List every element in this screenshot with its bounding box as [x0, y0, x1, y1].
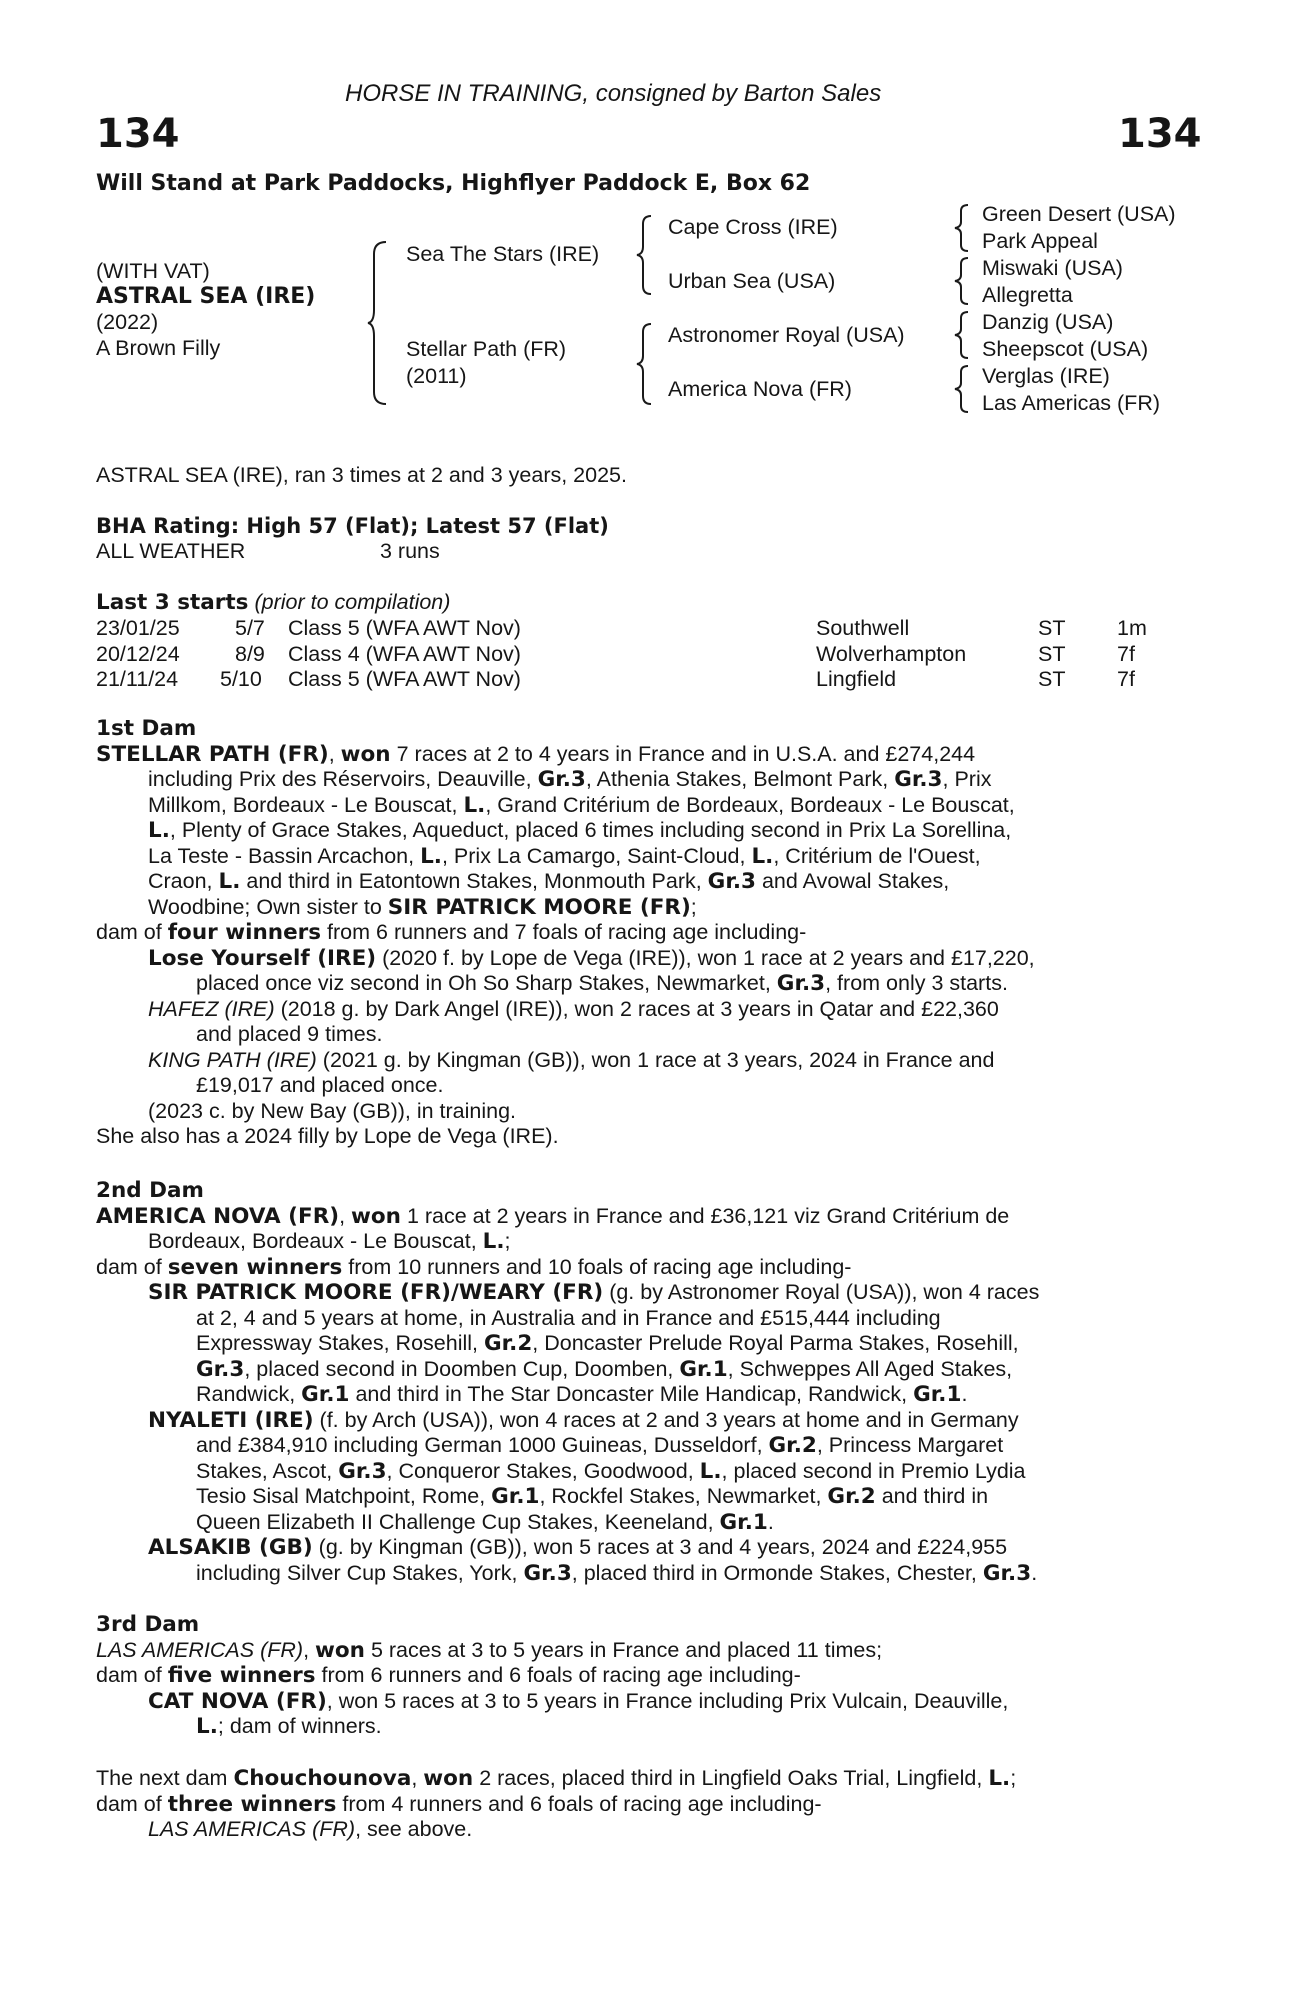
table-row — [96, 642, 1206, 668]
progeny-alsakib: ALSAKIB (GB) (g. by Kingman (GB)), won 5 races at 3 and 4 years, 2024 and £224,955 — [148, 1535, 1008, 1560]
progeny-sir-patrick-moore-cont: Expressway Stakes, Rosehill, Gr.2, Doncaster Prelude Royal Parma Stakes, Rosehill, — [196, 1331, 1019, 1356]
progeny-lose-yourself: Lose Yourself (IRE) (2020 f. by Lope de Vega (IRE)), won 1 race at 2 years and £17,220, — [148, 945, 1035, 971]
vat-note: (WITH VAT) — [96, 259, 210, 283]
start-position: 5/10 — [220, 667, 262, 691]
pedigree-dam-dam: America Nova (FR) — [668, 377, 852, 401]
start-race: Class 5 (WFA AWT Nov) — [288, 616, 521, 640]
stabling-location: Will Stand at Park Paddocks, Highflyer Paddock E, Box 62 — [96, 171, 811, 196]
progeny-nyaleti-cont: and £384,910 including German 1000 Guineas, Dusseldorf, Gr.2, Princess Margaret — [196, 1433, 1004, 1458]
first-dam-produce-summary: dam of four winners from 6 runners and 7 foals of racing age including- — [96, 920, 807, 945]
start-distance: 7f — [1117, 667, 1135, 691]
second-dam-section — [96, 1178, 1204, 1586]
pedigree-sire-dam: Urban Sea (USA) — [668, 269, 836, 293]
pedigree-brace-dam — [635, 322, 655, 406]
next-dam-line: The next dam Chouchounova, won 2 races, placed third in Lingfield Oaks Trial, Lingfield, L.; — [96, 1766, 1017, 1791]
progeny-hafez: HAFEZ (IRE) (2018 g. by Dark Angel (IRE)), won 2 races at 3 years in Qatar and £22,360 — [148, 996, 999, 1021]
progeny-2023-colt: (2023 c. by New Bay (GB)), in training. — [148, 1098, 517, 1123]
last-starts-table — [96, 616, 1206, 693]
pedigree-g5: Danzig (USA) — [982, 310, 1114, 334]
start-position: 5/7 — [235, 616, 265, 640]
last-starts-heading — [96, 590, 450, 615]
second-dam-heading: 2nd Dam — [96, 1178, 204, 1203]
progeny-alsakib-cont: including Silver Cup Stakes, York, Gr.3, placed third in Ormonde Stakes, Chester, Gr.3. — [196, 1560, 1038, 1586]
first-dam-line: Woodbine; Own sister to SIR PATRICK MOORE (FR); — [148, 894, 697, 920]
first-dam-line: L., Plenty of Grace Stakes, Aqueduct, placed 6 times including second in Prix La Sorellina, — [148, 818, 1012, 843]
third-dam-heading: 3rd Dam — [96, 1612, 200, 1637]
progeny-sir-patrick-moore: SIR PATRICK MOORE (FR)/WEARY (FR) (g. by Astronomer Royal (USA)), won 4 races — [148, 1280, 1040, 1305]
second-dam-line: Bordeaux, Bordeaux - Le Bouscat, L.; — [148, 1229, 511, 1254]
progeny-hafez-cont: and placed 9 times. — [196, 1022, 383, 1046]
first-dam-line: including Prix des Réservoirs, Deauville, Gr.3, Athenia Stakes, Belmont Park, Gr.3, Prix — [148, 767, 992, 792]
start-surface: ST — [1038, 667, 1066, 691]
pedigree-g1: Green Desert (USA) — [982, 202, 1176, 226]
start-course: Southwell — [816, 616, 910, 640]
pedigree-brace-sire — [635, 214, 655, 296]
pedigree-g7: Verglas (IRE) — [982, 364, 1110, 388]
first-dam-line: STELLAR PATH (FR), won 7 races at 2 to 4 years in France and in U.S.A. and £274,244 — [96, 741, 976, 767]
pedigree-dam: Stellar Path (FR) — [406, 337, 567, 361]
progeny-nyaleti: NYALETI (IRE) (f. by Arch (USA)), won 4 races at 2 and 3 years at home and in Germany — [148, 1407, 1019, 1433]
pedigree-dam-sire: Astronomer Royal (USA) — [668, 323, 905, 347]
last-starts-title: Last 3 starts — [96, 590, 249, 615]
progeny-king-path-cont: £19,017 and placed once. — [196, 1073, 444, 1097]
third-dam-line: LAS AMERICAS (FR), won 5 races at 3 to 5 years in France and placed 11 times; — [96, 1637, 883, 1663]
pedigree-brace-g1 — [952, 203, 972, 253]
table-row — [96, 616, 1206, 642]
progeny-sir-patrick-moore-cont: Gr.3, placed second in Doomben Cup, Doomben, Gr.1, Schweppes All Aged Stakes, — [196, 1356, 1013, 1382]
start-race: Class 4 (WFA AWT Nov) — [288, 641, 521, 666]
start-surface: ST — [1038, 641, 1066, 666]
start-race: Class 5 (WFA AWT Nov) — [288, 667, 521, 691]
start-surface: ST — [1038, 616, 1066, 640]
third-dam-produce-summary: dam of five winners from 6 runners and 6 foals of racing age including- — [96, 1663, 801, 1688]
first-dam-line: Craon, L. and third in Eatontown Stakes, Monmouth Park, Gr.3 and Avowal Stakes, — [148, 869, 950, 894]
progeny-sir-patrick-moore-cont: Randwick, Gr.1 and third in The Star Doncaster Mile Handicap, Randwick, Gr.1. — [196, 1382, 968, 1407]
pedigree-brace-g3 — [952, 310, 972, 360]
first-dam-heading: 1st Dam — [96, 716, 197, 741]
pedigree-g2: Park Appeal — [982, 229, 1098, 253]
start-distance: 1m — [1117, 616, 1147, 640]
next-dam-produce-summary: dam of three winners from 4 runners and 6 foals of racing age including- — [96, 1791, 822, 1817]
start-course: Lingfield — [816, 667, 897, 691]
rating-runs: 3 runs — [380, 539, 440, 563]
pedigree-sire-sire: Cape Cross (IRE) — [668, 215, 838, 239]
pedigree-g8: Las Americas (FR) — [982, 391, 1161, 415]
rating-surface: ALL WEATHER — [96, 539, 246, 563]
start-date: 21/11/24 — [96, 667, 179, 691]
horse-name: ASTRAL SEA (IRE) — [96, 284, 316, 309]
bha-rating: BHA Rating: High 57 (Flat); Latest 57 (Flat) — [96, 514, 609, 538]
pedigree-brace-g4 — [952, 364, 972, 414]
progeny-cat-nova-cont: L.; dam of winners. — [196, 1714, 382, 1739]
progeny-nyaleti-cont: Stakes, Ascot, Gr.3, Conqueror Stakes, Goodwood, L., placed second in Premio Lydia — [196, 1458, 1026, 1484]
second-dam-produce-summary: dam of seven winners from 10 runners and 10 foals of racing age including- — [96, 1254, 852, 1280]
horse-description: A Brown Filly — [96, 336, 221, 360]
progeny-lose-yourself-cont: placed once viz second in Oh So Sharp Stakes, Newmarket, Gr.3, from only 3 starts. — [196, 971, 1008, 996]
lot-number-right: 134 — [1118, 111, 1202, 157]
lot-number-left: 134 — [96, 111, 180, 157]
first-dam-line: La Teste - Bassin Arcachon, L., Prix La Camargo, Saint-Cloud, L., Critérium de l'Ouest, — [148, 843, 981, 869]
next-dam-section — [96, 1766, 1204, 1843]
horse-year: (2022) — [96, 310, 159, 334]
progeny-sir-patrick-moore-cont: at 2, 4 and 5 years at home, in Australia and in France and £515,444 including — [196, 1305, 941, 1330]
progeny-king-path: KING PATH (IRE) (2021 g. by Kingman (GB)), won 1 race at 3 years, 2024 in France and — [148, 1047, 995, 1072]
first-dam-section — [96, 716, 1204, 1150]
progeny-cat-nova: CAT NOVA (FR), won 5 races at 3 to 5 years in France including Prix Vulcain, Deauville, — [148, 1688, 1009, 1714]
start-distance: 7f — [1117, 641, 1135, 666]
race-summary: ASTRAL SEA (IRE), ran 3 times at 2 and 3 years, 2025. — [96, 463, 627, 487]
pedigree-sire: Sea The Stars (IRE) — [406, 242, 600, 266]
table-row — [96, 667, 1206, 693]
last-starts-note: (prior to compilation) — [254, 590, 451, 614]
pedigree-g4: Allegretta — [982, 283, 1073, 307]
start-course: Wolverhampton — [816, 641, 967, 666]
next-dam-progeny: LAS AMERICAS (FR), see above. — [148, 1817, 473, 1841]
pedigree-brace-main — [366, 240, 390, 406]
progeny-2024-filly: She also has a 2024 filly by Lope de Vega (IRE). — [96, 1124, 559, 1148]
second-dam-line: AMERICA NOVA (FR), won 1 race at 2 years in France and £36,121 viz Grand Critérium de — [96, 1203, 1010, 1229]
start-position: 8/9 — [235, 641, 265, 666]
start-date: 23/01/25 — [96, 616, 180, 640]
progeny-nyaleti-cont: Tesio Sisal Matchpoint, Rome, Gr.1, Rockfel Stakes, Newmarket, Gr.2 and third in — [196, 1484, 989, 1509]
page-header-title: HORSE IN TRAINING, consigned by Barton Sales — [345, 80, 882, 107]
third-dam-section — [96, 1612, 1204, 1740]
progeny-nyaleti-cont: Queen Elizabeth II Challenge Cup Stakes, Keeneland, Gr.1. — [196, 1509, 774, 1535]
pedigree-brace-g2 — [952, 256, 972, 306]
pedigree-g6: Sheepscot (USA) — [982, 337, 1149, 361]
pedigree-g3: Miswaki (USA) — [982, 256, 1123, 280]
first-dam-line: Millkom, Bordeaux - Le Bouscat, L., Grand Critérium de Bordeaux, Bordeaux - Le Bouscat, — [148, 792, 1015, 818]
start-date: 20/12/24 — [96, 641, 180, 666]
pedigree-dam-year: (2011) — [406, 364, 467, 388]
